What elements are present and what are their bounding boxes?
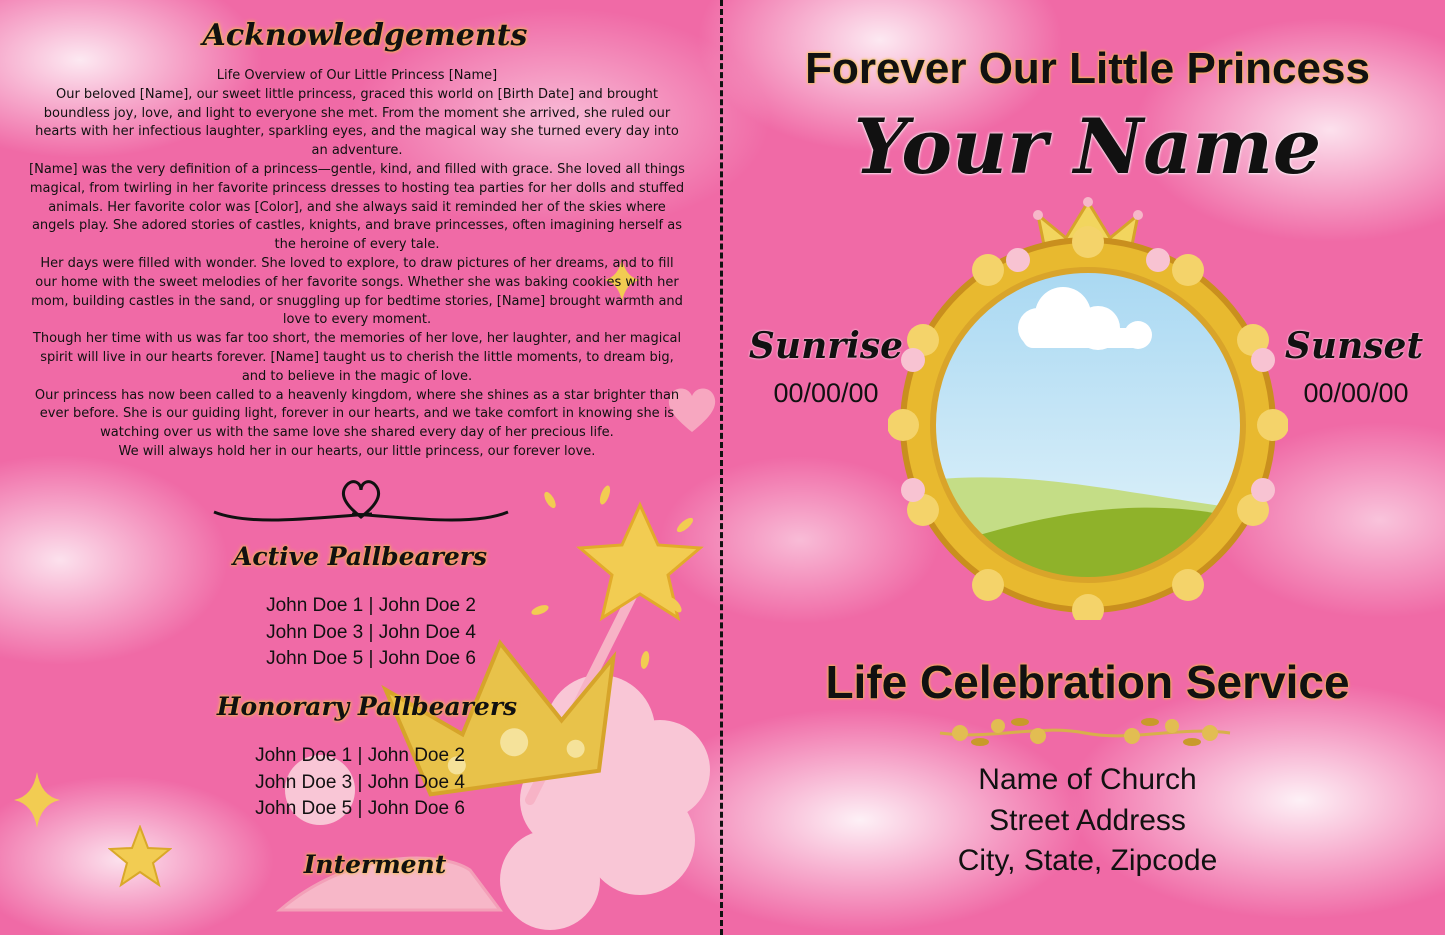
cover-title: Forever Our Little Princess [805, 44, 1370, 93]
sunrise-date: 00/00/00 [773, 378, 879, 408]
photo-frame [888, 190, 1288, 620]
active-pallbearers-list [151, 593, 591, 673]
service-title: Life Celebration Service [825, 656, 1350, 708]
list-item: John Doe 5 | John Doe 6 [266, 648, 476, 670]
paragraph: Our princess has now been called to a heavenly kingdom, where she shines as a star brighter than ever before. She is our guiding light, forever in our hearts, and we take comfort in knowing she is watching over us with the same love she shared every day of her precious life. [34, 387, 680, 441]
sunrise-label: Sunrise [748, 325, 904, 367]
deceased-name: Your Name [853, 102, 1322, 191]
service-location [730, 760, 1445, 882]
heart-divider-icon [212, 472, 510, 528]
street-address: Street Address [989, 803, 1186, 837]
wand-star-icon [580, 505, 700, 618]
sparkle-icon [14, 772, 60, 828]
fold-line [720, 0, 723, 935]
paragraph: Though her time with us was far too short, the memories of her love, her laughter, and her magical spirit will live in our hearts forever. [Name] taught us to cherish the little moments, to dream big, and to believe in the magic of love. [32, 331, 682, 384]
list-item: John Doe 1 | John Doe 2 [255, 745, 465, 766]
city-state-zip: City, State, Zipcode [957, 844, 1218, 877]
sunset-label: Sunset [1284, 325, 1424, 367]
acknowledgements-body [28, 67, 686, 462]
paragraph: We will always hold her in our hearts, our little princess, our forever love. [118, 443, 596, 459]
list-item: John Doe 5 | John Doe 6 [255, 798, 465, 820]
paragraph: Life Overview of Our Little Princess [Name] [216, 68, 498, 83]
sunset-date: 00/00/00 [1303, 378, 1409, 408]
list-item: John Doe 3 | John Doe 4 [255, 771, 465, 793]
active-pallbearers-title: Active Pallbearers [232, 542, 488, 571]
honorary-pallbearers-title: Honorary Pallbearers [216, 692, 518, 721]
acknowledgements-title: Acknowledgements [202, 18, 528, 53]
church-name: Name of Church [978, 763, 1197, 796]
list-item: John Doe 3 | John Doe 4 [266, 621, 476, 643]
floral-divider-icon [930, 712, 1240, 754]
list-item: John Doe 1 | John Doe 2 [266, 595, 476, 616]
paragraph: Her days were filled with wonder. She loved to explore, to draw pictures of her dreams, and to fill our home with the sweet melodies of her favorite songs. Whether she was baking cookies with her mom, building castles in the sand, or snuggling up for bedtime stories, [Name] brought warmth and love to every moment. [31, 255, 683, 328]
honorary-pallbearers-list [140, 743, 580, 823]
paragraph: [Name] was the very definition of a princess—gentle, kind, and filled with grace. She loved all things magical, from twirling in her favorite princess dresses to hosting tea parties for her dolls and stuffed animals. Her favorite color was [Color], and she always said it reminded her of the skies where angels play. She adored stories of castles, knights, and brave princesses, often imagining herself as the heroine of every tale. [29, 161, 685, 253]
interment-title: Interment [303, 850, 447, 879]
paragraph: Our beloved [Name], our sweet little princess, graced this world on [Birth Date] and brought boundless joy, love, and light to everyone she met. From the moment she arrived, she ruled our hearts with her infectious laughter, sparkling eyes, and the magical way she turned every day into an adventure. [35, 86, 679, 159]
